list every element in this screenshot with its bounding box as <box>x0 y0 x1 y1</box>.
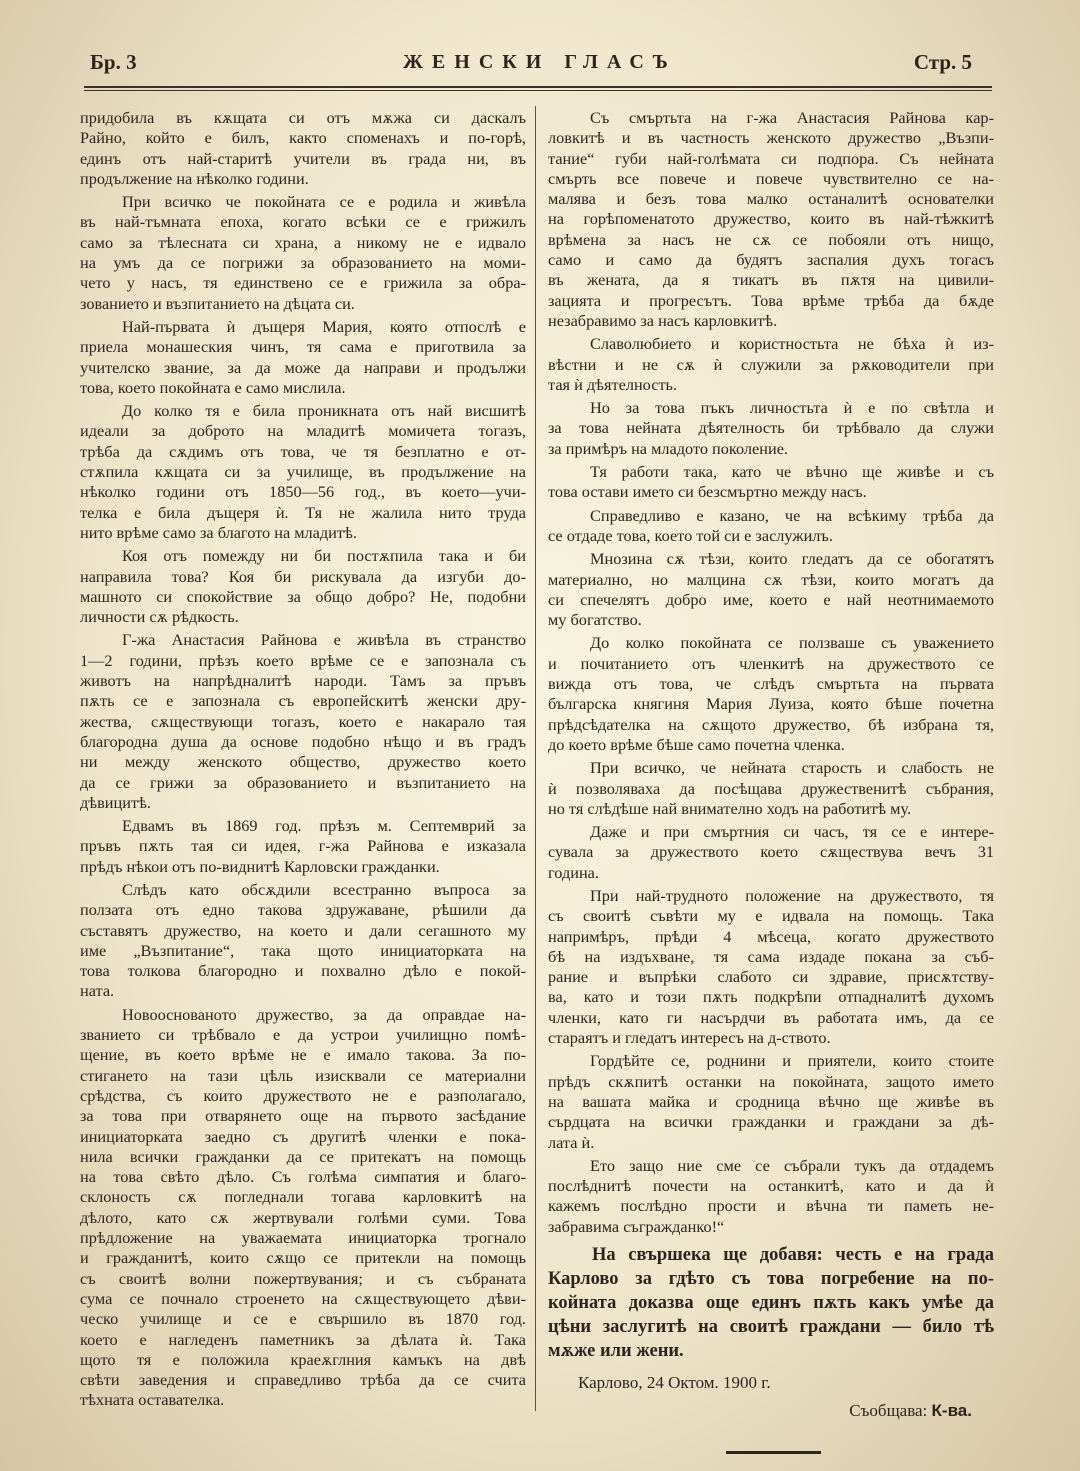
text-line: свѣти заведения и справедливо трѣба да се счита <box>80 1370 526 1390</box>
paragraph <box>80 401 526 543</box>
text-line: бѣ на издъхване, тя сама издаде покана за съб- <box>548 946 994 966</box>
text-line: това, което покойната е само мислила. <box>80 377 346 397</box>
text-line: инициаторката заедно съ другитѣ членки е пока- <box>80 1126 526 1146</box>
text-line: Тя работи така, като че вѣчно ще живѣе и съ <box>590 462 994 482</box>
text-line: прѣдсѣдателка на сѫщото дружество, бѣ избрана тя, <box>548 714 994 734</box>
left-column <box>80 108 526 1414</box>
text-line: и почитанието отъ членкитѣ на дружеството се <box>548 653 994 673</box>
text-line: срѣдства, съ които дружеството не е разполагало, <box>80 1085 526 1105</box>
text-line: пръвъ пѫть тая си идея, г-жа Райнова е изказала <box>80 836 526 856</box>
newspaper-title: ЖЕНСКИ ГЛАСЪ <box>403 51 677 73</box>
text-line: материално, но малцина сѫ тѣзи, които могатъ да <box>548 569 994 589</box>
text-line: Коя отъ помежду ни би постѫпила така и би <box>122 546 526 566</box>
closing-line: мѫже или жени. <box>548 1341 684 1362</box>
text-line: кажемъ послѣдно прости и вѣчна ти паметь не- <box>548 1196 994 1216</box>
text-line: дѣвицитѣ. <box>80 792 151 812</box>
paragraph <box>548 633 994 755</box>
paragraph <box>548 822 994 883</box>
text-line: Най-първата ѝ дъщеря Мария, която отпослѣ е <box>122 316 526 336</box>
text-line: на вашата майка и сродница вѣчно ще живѣе въ <box>548 1091 994 1111</box>
text-line: зацията и прогресътъ. Това врѣме трѣба да бѫде <box>548 290 994 310</box>
text-line: но тя слѣдѣше най внимателно ходъ на работитѣ му. <box>548 798 912 818</box>
text-line: нѣколко години отъ 1850—56 год., въ което—учи- <box>80 482 526 502</box>
text-line: телка е била дъщеря ѝ. Тя не жалила нито труда <box>80 502 526 522</box>
text-line: ловкитѣ и въ частность женското дружество „Възпи- <box>548 128 994 148</box>
text-line: Гордѣйте се, роднини и приятели, които стоите <box>590 1051 994 1071</box>
text-line: стѫпила кѫщата си за училище, въ продължение на <box>80 462 526 482</box>
text-line: сувала за дружеството което сѫществува вечъ 31 <box>548 842 994 862</box>
text-line: което е нагледенъ паметникъ за дѣлата ѝ. Така <box>80 1329 526 1349</box>
text-line: до което врѣме бѣше само почетна членка. <box>548 734 845 754</box>
issue-number: Бр. 3 <box>90 50 137 74</box>
text-line: Ето защо ние сме се събрали тукъ да отдадемъ <box>590 1155 994 1175</box>
right-column-paragraphs <box>548 108 994 1237</box>
text-line: продължение на нѣколко години. <box>80 168 309 188</box>
text-line: Съ смъртьта на г-жа Анастасия Райнова кар- <box>590 108 994 127</box>
text-line: животъ на напрѣдналитѣ народи. Тамъ за пръвъ <box>80 671 526 691</box>
paragraph <box>548 506 994 547</box>
text-line: вижда отъ това, че слѣдъ смъртьта на първата <box>548 674 994 694</box>
paragraph <box>548 334 994 395</box>
text-line: Мнозина сѫ тѣзи, които гледатъ да се обогатятъ <box>590 549 994 569</box>
paragraph <box>548 462 994 503</box>
text-line: Новооснованото дружество, за да оправдае на- <box>122 1004 526 1024</box>
dateline: Карлово, 24 Октом. 1900 г. <box>578 1373 771 1393</box>
paragraph <box>80 880 526 1002</box>
text-line: послѣднитѣ почести на останкитѣ, като и да ѝ <box>548 1176 994 1196</box>
paragraph <box>80 108 526 189</box>
paragraph <box>548 398 994 459</box>
text-line: стигането на тази цѣль изисквали се материални <box>80 1065 526 1085</box>
closing-paragraph <box>548 1243 994 1363</box>
text-line: При всичко че покойната се е родила и живѣла <box>122 192 526 212</box>
text-line: машното си спокойствие за общо добро? Не, подобни <box>80 586 526 606</box>
text-line: При най-трудното положение на дружеството, тя <box>590 885 994 905</box>
text-line: съ своитѣ волни пожертвувания; и съ събраната <box>80 1268 526 1288</box>
text-line: Слѣдъ като обсѫдили всестранно въпроса за <box>122 879 526 899</box>
signature-author: К-ва. <box>931 1401 972 1421</box>
text-line: врѣмена за насъ не сѫ се побояли отъ нищо, <box>548 229 994 249</box>
paragraph <box>548 1051 994 1152</box>
text-line: единъ отъ най-старитѣ учители въ града ни, въ <box>80 148 526 168</box>
text-line: незабравимо за насъ карловкитѣ. <box>548 310 778 330</box>
text-line: и гражданитѣ, които сѫщо се притекли на помощь <box>80 1248 526 1268</box>
text-line: прѣдложение на уважаемата инициаторка трогнало <box>80 1228 526 1248</box>
text-line: ва, като и този пѫть подкрѣпи отпадналитѣ духомъ <box>548 987 994 1007</box>
text-line: личности сѫ рѣдкость. <box>80 607 239 627</box>
text-line: тая ѝ дѣятелность. <box>548 374 678 394</box>
text-line: направила това? Коя би рискувала да изгуби до- <box>80 566 526 586</box>
text-line: До колко покойната се ползваше съ уважението <box>590 633 994 653</box>
text-line: лата ѝ. <box>548 1132 595 1152</box>
text-line: склоность сѫ погледнали тогава карловкитѣ на <box>80 1187 526 1207</box>
text-line: на умъ да се погрижи за образованието на моми- <box>80 253 526 273</box>
text-line: 1—2 години, прѣзъ което врѣме се е запознала съ <box>80 650 526 670</box>
text-line: за това нейната дѣятелность би трѣбвало да служи <box>548 418 994 438</box>
text-line: смърть все повече и повече чувствително се на- <box>548 168 994 188</box>
text-line: трѣба да сѫдимъ отъ това, че тя безплатно е от- <box>80 441 526 461</box>
text-line: стараятъ и гледатъ интересъ на д-ството. <box>548 1028 831 1048</box>
text-line: членки, като ги насърдчи въ работата имъ, да се <box>548 1007 994 1027</box>
column-divider <box>535 106 536 1411</box>
text-line: за примѣръ на младото поколение. <box>548 438 788 458</box>
signature <box>548 1399 994 1423</box>
text-line: чето у насъ, тя единствено се е грижила за обра- <box>80 273 526 293</box>
paragraph <box>548 758 994 819</box>
text-line: за това при отварянето още на първото засѣдание <box>80 1106 526 1126</box>
text-line: приела монашеския чинъ, тя сама е приготвила за <box>80 337 526 357</box>
text-line: нила всички гражданки да се притекатъ на помощь <box>80 1146 526 1166</box>
text-line: Даже и при смъртния си часъ, тя се е интере- <box>590 822 994 842</box>
text-line: тание“ губи най-голѣмата си подпора. Съ нейната <box>548 148 994 168</box>
text-line: жества, сѫществующи тогазъ, което е накарало тая <box>80 711 526 731</box>
text-line: тѣхната оставателка. <box>80 1390 225 1410</box>
paragraph <box>548 108 994 331</box>
text-line: име „Възпитание“, така щото инициаторката на <box>80 940 526 960</box>
text-line: съ своитѣ съвѣти му е идвала на помощь. Така <box>548 906 994 926</box>
text-line: това толкова благородно и похвално дѣло е покой- <box>80 961 526 981</box>
text-line: Едвамъ въ 1869 год. прѣзъ м. Септемврий за <box>122 816 526 836</box>
paragraph <box>80 630 526 813</box>
text-line: Г-жа Анастасия Райнова е живѣла въ странство <box>122 630 526 650</box>
text-line: да се грижи за образованието и възпитанието на <box>80 772 526 792</box>
text-line: само и само да будятъ заспалия духъ тогасъ <box>548 250 994 270</box>
closing-line: цѣни заслугитѣ на своитѣ граждани — било тѣ <box>548 1317 994 1338</box>
text-line: При всичко, че нейната старость и слабость не <box>590 758 994 778</box>
paragraph <box>548 549 994 630</box>
text-line: сума се почнало строенето на сѫществующето дѣви- <box>80 1288 526 1308</box>
closing-line: Карлово за гдѣто съ това погребение на по- <box>548 1269 994 1290</box>
text-line: Славолюбието и користностьта не бѣха ѝ из- <box>590 334 994 354</box>
right-column <box>548 108 994 1454</box>
text-line: се отдаде това, което той си е заслужилъ. <box>548 525 833 545</box>
page-number: Стр. 5 <box>913 50 972 74</box>
text-line: си спечелятъ добро име, което е най неотнимаемото <box>548 589 994 609</box>
text-line: напримѣръ, прѣди 4 мѣсеца, когато дружеството <box>548 926 994 946</box>
text-line: въ най-тъмната епоха, когато всѣки се е грижилъ <box>80 212 526 232</box>
paragraph <box>548 1156 994 1237</box>
end-rule <box>726 1451 821 1454</box>
text-line: съставятъ дружество, на което и дали сегашното му <box>80 920 526 940</box>
header-rule <box>84 86 992 88</box>
text-line: идеали за доброто на младитѣ момичета тогазъ, <box>80 421 526 441</box>
text-line: щото тя е положила краеѫглния камъкъ на двѣ <box>80 1349 526 1369</box>
text-line: вѣстни и не сѫ ѝ служили за рѫководители при <box>548 354 994 374</box>
text-line: ползата отъ едно такова здружаване, рѣшили да <box>80 900 526 920</box>
text-line: учителско звание, за да може да направи и продължи <box>80 357 526 377</box>
text-line: малява и безъ това малко останалитѣ основателки <box>548 189 994 209</box>
text-line: прѣдъ нѣкои отъ по-виднитѣ Карловски гражданки. <box>80 856 440 876</box>
text-line: ната. <box>80 981 115 1001</box>
text-line: щение, въ което врѣме не е имало такова. За по- <box>80 1045 526 1065</box>
text-line: нито врѣме само за благото на младитѣ. <box>80 522 357 542</box>
text-line: ческо училище и се е свършило въ 1870 год. <box>80 1309 526 1329</box>
text-line: придобила въ кѫщата си отъ мѫжа си даскалъ <box>80 108 526 127</box>
paragraph <box>80 192 526 314</box>
paragraph <box>548 886 994 1048</box>
text-line: ѝ позволяваха да посѣщава дружественитѣ събрания, <box>548 778 994 798</box>
text-line: Райно, който е билъ, както споменахъ и по-горѣ, <box>80 128 526 148</box>
text-line: ни между женското общество, дружество което <box>80 752 526 772</box>
text-line: на това свѣто дѣло. Съ голѣма симпатия и благо- <box>80 1167 526 1187</box>
text-line: му богатство. <box>548 610 642 630</box>
text-line: прѣдъ скѫпитѣ останки на покойната, защото името <box>548 1071 994 1091</box>
text-line: само за тѣлесната си храна, а никому не е идвало <box>80 232 526 252</box>
text-line: забравима съгражданко!“ <box>548 1216 725 1236</box>
header-rule-thin <box>84 90 992 91</box>
text-line: Справедливо е казано, че на всѣкиму трѣба да <box>590 505 994 525</box>
text-line: пѫть се е запознала съ европейскитѣ женски дру- <box>80 691 526 711</box>
text-line: благородна душа да основе подобно нѣщо и въ градъ <box>80 731 526 751</box>
text-line: зованието и възпитанието на дѣцата си. <box>80 293 355 313</box>
closing-line: На свършека ще добавя: честь е на града <box>592 1245 994 1266</box>
paragraph <box>80 1005 526 1411</box>
text-line: година. <box>548 862 599 882</box>
text-line: сърдцата на всички гражданки и граждани за дѣ- <box>548 1112 994 1132</box>
paragraph <box>80 317 526 398</box>
signature-label: Съобщава: <box>849 1401 928 1421</box>
text-line: това остави името си безсмъртно между насъ. <box>548 482 867 502</box>
text-line: на горѣпоменатото дружество, които въ най-тѣжкитѣ <box>548 209 994 229</box>
text-line: До колко тя е била проникната отъ най висшитѣ <box>122 401 526 421</box>
text-line: рание и въпрѣки слабото си здравие, присѫтству- <box>548 967 994 987</box>
paragraph <box>80 546 526 627</box>
closing-line: койната доказва още единъ пѫть какъ умѣе да <box>548 1293 994 1314</box>
text-line: българска княгиня Мария Луиза, която бѣше почетна <box>548 694 994 714</box>
text-line: дѣлото, като сѫ жертвували голѣми суми. Това <box>80 1207 526 1227</box>
text-line: званието си трѣбвало е да устрои училищно помѣ- <box>80 1025 526 1045</box>
text-line: въ жената, да я тикатъ въ пѫтя на цивили- <box>548 270 994 290</box>
text-line: Но за това пъкъ личностьта ѝ е по свѣтла и <box>590 398 994 418</box>
paragraph <box>80 816 526 877</box>
